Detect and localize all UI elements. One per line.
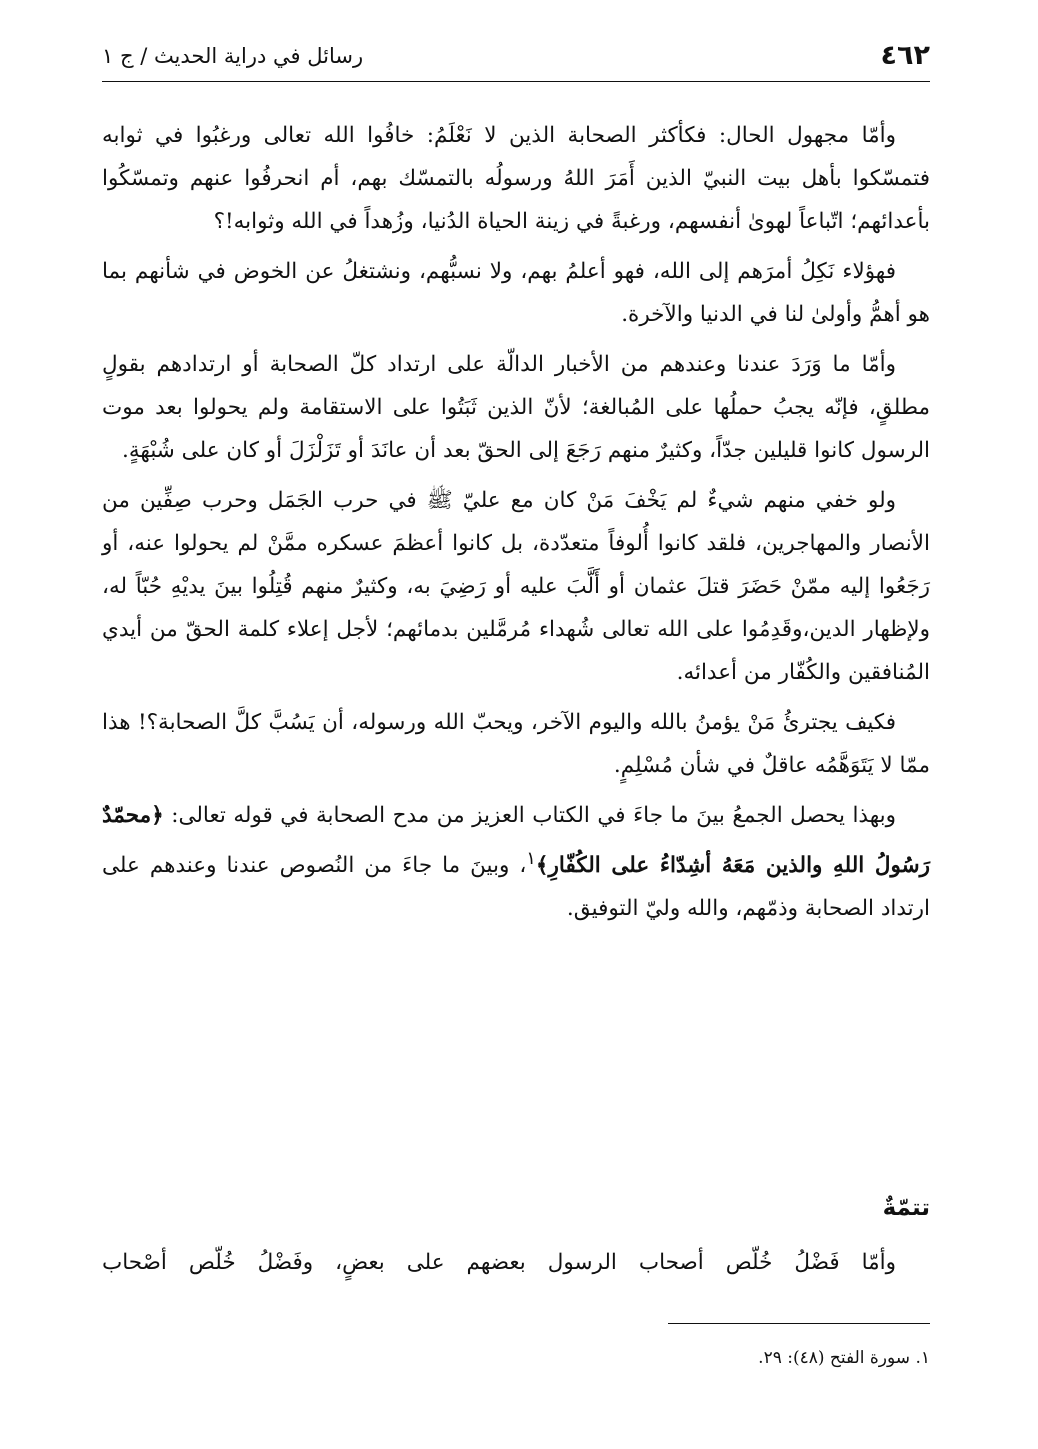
header-divider bbox=[102, 81, 930, 82]
paragraph-6 bbox=[102, 794, 930, 930]
running-title: رسائل في دراية الحديث / ج ١ bbox=[102, 44, 364, 68]
paragraph-5: فكيف يجترئُ مَنْ يؤمنُ بالله واليوم الآخر، ويحبّ الله ورسوله، أن يَسُبَّ كلَّ الصحابة؟! هذا ممّا لا يَتَوَهَّمُه عاقلٌ في شأن مُسْلِمٍ. bbox=[102, 710, 930, 778]
paragraph-4: ولو خفي منهم شيءٌ لم يَخْفَ مَنْ كان مع عليّ ﷺ في حرب الجَمَل وحرب صِفِّين من الأنصار والمهاجرين، فلقد كانوا أُلوفاً متعدّدة، بل كانوا أعظمَ عسكره ممَّنْ لم يحولوا عنه، أو رَجَعُوا إليه ممّنْ حَضَرَ قتلَ عثمان أو أَلَّبَ عليه أو رَضِيَ به، وكثيرٌ منهم قُتِلُوا بينَ يديْهِ حُبّاً له، ولإظهار الدين،وقَدِمُوا على الله تعالى شُهداء مُرمَّلين بدمائهم؛ لأجل إعلاء كلمة الحقّ من أيدي المُنافقين والكُفّار من أعدائه. bbox=[102, 488, 930, 685]
quran-quote: ﴿محمّدٌ رَسُولُ اللهِ والذين مَعَهُ أشِدّاءُ على الكُفّارِ﴾ bbox=[102, 803, 930, 879]
footnote-divider bbox=[668, 1323, 930, 1324]
paragraph-6-intro: وبهذا يحصل الجمعُ بينَ ما جاءَ في الكتاب العزيز من مدح الصحابة في قوله تعالى: bbox=[163, 803, 896, 828]
footnote-marker: ١ bbox=[526, 848, 536, 869]
section-heading: تتمّةٌ bbox=[882, 1195, 930, 1221]
paragraph-6-rest: ، وبينَ ما جاءَ من النُصوص عندنا وعندهم على ارتداد الصحابة وذمّهم، والله وليّ التوفيق. bbox=[102, 853, 930, 922]
footnote: ١. سورة الفتح (٤٨): ٢٩. bbox=[758, 1348, 930, 1368]
paragraph-1: وأمّا مجهول الحال: فكأكثر الصحابة الذين لا نَعْلَمُ: خافُوا الله تعالى ورغبُوا في ثوابه فتمسّكوا بأهل بيت النبيّ الذين أَمَرَ اللهُ ورسولُه بالتمسّك بهم، أم انحرفُوا عنهم وتمسّكُوا بأعدائهم؛ اتّباعاً لهوىٰ أنفسهم، ورغبةً في زينة الحياة الدُنيا، وزُهداً في الله وثوابه!؟ bbox=[102, 123, 930, 234]
page-number: ٤٦٢ bbox=[880, 40, 930, 71]
paragraph-3: وأمّا ما وَرَدَ عندنا وعندهم من الأخبار الدالّة على ارتداد كلّ الصحابة أو ارتدادهم بقولٍ مطلقٍ، فإنّه يجبُ حملُها على المُبالغة؛ لأنّ الذين ثَبَتُوا على الاستقامة ولم يحولوا بعد موت الرسول كانوا قليلين جدّاً، وكثيرٌ منهم رَجَعَ إلى الحقّ بعد أن عانَدَ أو تَزَلْزَلَ أو كان على شُبْهَةٍ. bbox=[102, 352, 930, 463]
closing-paragraph: وأمّا فَضْلُ خُلّص أصحاب الرسول بعضهم على بعضٍ، وفَضْلُ خُلّص أصْحاب bbox=[102, 1250, 896, 1275]
page-header bbox=[102, 34, 930, 82]
body-text bbox=[102, 114, 930, 930]
paragraph-2: فهؤلاء نَكِلُ أمرَهم إلى الله، فهو أعلمُ بهم، ولا نسبُّهم، ونشتغلُ عن الخوض في شأنهم بما هو أهمُّ وأولىٰ لنا في الدنيا والآخرة. bbox=[102, 259, 930, 327]
